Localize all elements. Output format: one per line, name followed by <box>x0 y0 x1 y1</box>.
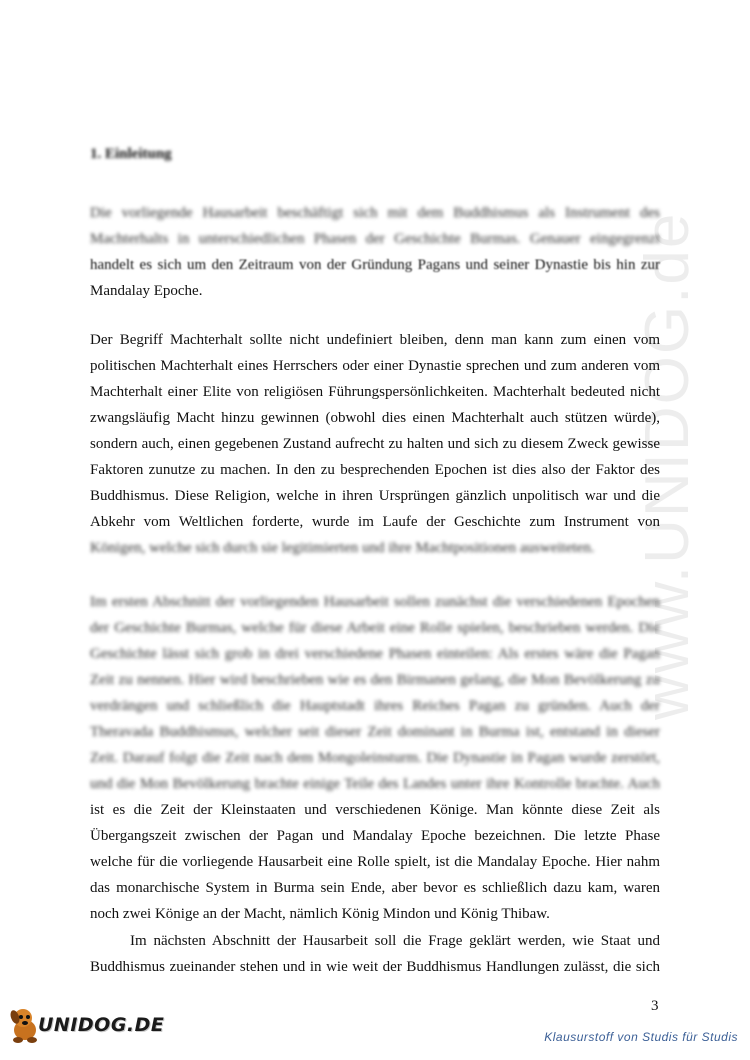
text-line: Zeit. Darauf folgt die Zeit nach dem Mongoleinsturm. Die Dynastie in Pagan wurde zerstört, <box>90 750 660 766</box>
text-line: Faktoren zunutze zu machen. In den zu besprechenden Epochen ist dies also der Faktor des <box>90 462 660 478</box>
text-line: Buddhismus zueinander stehen und in wie weit der Buddhismus Handlungen zulässt, die sich <box>90 959 660 975</box>
text-line: Die vorliegende Hausarbeit beschäftigt sich mit dem Buddhismus als Instrument des <box>90 205 660 221</box>
text-line: Mandalay Epoche. <box>90 283 203 299</box>
paragraph-epochs <box>90 589 660 927</box>
paragraph-next-section <box>90 928 660 980</box>
footer-slogan: Klausurstoff von Studis für Studis <box>544 1030 738 1044</box>
unidog-logo[interactable] <box>8 1000 165 1050</box>
text-line: sondern auch, einen gegebenen Zustand aufrecht zu halten und sich zu diesem Zweck gewisse <box>90 436 660 452</box>
text-line: verdrängen und schließlich die Hauptstadt ihres Reiches Pagan zu gründen. Auch der <box>90 698 660 714</box>
text-line: Abkehr vom Weltlichen forderte, wurde im Laufe der Geschichte zum Instrument von <box>90 514 660 530</box>
text-line: das monarchische System in Burma sein Ende, aber bevor es schließlich dazu kam, waren <box>90 880 660 896</box>
text-line: Königen, welche sich durch sie legitimierten und ihre Machtpositionen ausweiteten. <box>90 540 595 556</box>
section-heading: 1. Einleitung <box>90 146 172 162</box>
text-line: Im ersten Abschnitt der vorliegenden Hausarbeit sollen zunächst die verschiedenen Epochen <box>90 594 660 610</box>
logo-text: UNIDOG.DE <box>38 1014 165 1036</box>
text-line: politischen Machterhalt eines Herrschers oder einer Dynastie sprechen und zum anderen vom <box>90 358 660 374</box>
text-line: Theravada Buddhismus, welcher seit dieser Zeit dominant in Burma ist, entstand in dieser <box>90 724 660 740</box>
text-line: Buddhismus. Diese Religion, welche in ihren Ursprüngen gänzlich unpolitisch war und die <box>90 488 660 504</box>
text-line: ist es die Zeit der Kleinstaaten und verschiedenen Könige. Man könnte diese Zeit als <box>90 802 660 818</box>
text-line: welche für die vorliegende Hausarbeit eine Rolle spielt, ist die Mandalay Epoche. Hier nahm <box>90 854 660 870</box>
text-line: noch zwei Könige an der Macht, nämlich König Mindon und König Thibaw. <box>90 906 550 922</box>
dog-mascot-icon <box>8 1004 42 1044</box>
text-line: Im nächsten Abschnitt der Hausarbeit soll die Frage geklärt werden, wie Staat und <box>130 933 660 949</box>
paragraph-intro <box>90 200 660 304</box>
text-line: Geschichte lässt sich grob in drei verschiedene Phasen einteilen: Als erstes wäre die Pagan <box>90 646 660 662</box>
page-number: 3 <box>651 998 659 1014</box>
text-line: der Geschichte Burmas, welche für diese Arbeit eine Rolle spielen, beschrieben werden. Die <box>90 620 660 636</box>
watermark: www.UNIDOG.de <box>633 211 702 720</box>
text-line: Übergangszeit zwischen der Pagan und Mandalay Epoche bezeichnen. Die letzte Phase <box>90 828 660 844</box>
text-line: Machterhalt einer Elite von religiösen Führungspersönlichkeiten. Machterhalt bedeuted nicht <box>90 384 660 400</box>
text-line: Zeit zu nennen. Hier wird beschrieben wie es den Birmanen gelang, die Mon Bevölkerung zu <box>90 672 660 688</box>
text-line: zwangsläufig Macht hinzu gewinnen (obwohl dies einen Machterhalt auch stützen würde), <box>90 410 660 426</box>
text-line: Der Begriff Machterhalt sollte nicht undefiniert bleiben, denn man kann zum einen vom <box>90 332 660 348</box>
paragraph-definition <box>90 327 660 561</box>
text-line: Machterhalts in unterschiedlichen Phasen der Geschichte Burmas. Genauer eingegrenzt <box>90 231 660 247</box>
text-line: und die Mon Bevölkerung brachte einige Teile des Landes unter ihre Kontrolle brachte. Auch <box>90 776 660 792</box>
text-line: handelt es sich um den Zeitraum von der Gründung Pagans und seiner Dynastie bis hin zur <box>90 257 660 273</box>
